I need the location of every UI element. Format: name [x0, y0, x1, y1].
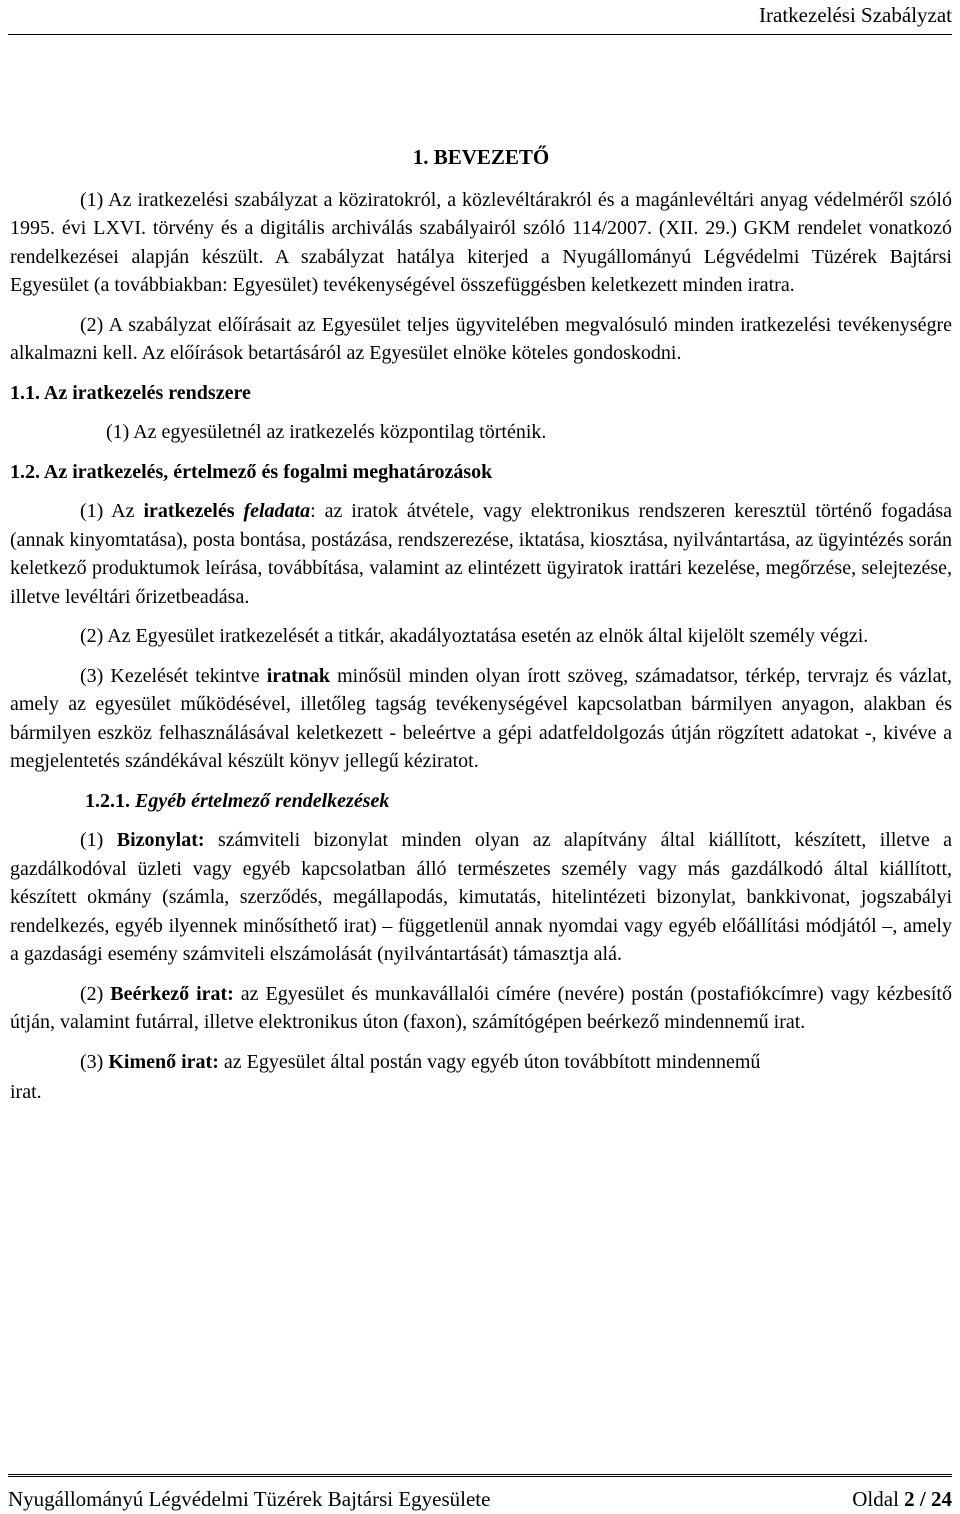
paragraph-1-2-1-3: (3) Kimenő irat: az Egyesület által postán vagy egyéb úton továbbított mindennemű: [80, 1050, 761, 1073]
page-separator: /: [914, 1487, 931, 1511]
paragraph-1-2-1-1: (1) Bizonylat: számviteli bizonylat minden olyan az alapítvány által kiállított, készített, illetve a gazdálkodóval üzleti vagy egyéb kapcsolatban álló természetes személy vagy más gazdálkodó által kiállított, készített okmány (számla, szerződés, megállapodás, kimutatás, hitelintézeti bizonylat, bankkivonat, jogszabályi rendelkezés, egyéb ilyennek minősíthető irat) – függetlenül annak nyomdai vagy egyéb előállítási módjától –, amely a gazdasági esemény számviteli elszámolását (nyilvántartását) támasztja alá.: [10, 829, 952, 965]
term-kimeno-irat: Kimenő irat:: [108, 1050, 219, 1073]
footer-divider: [8, 1474, 952, 1479]
paragraph-1-2-1-2: (2) Beérkező irat: az Egyesület és munkavállalói címére (nevére) postán (postafiókcímre) vagy kézbesítő útján, valamint futárral, illetve elektronikus úton (faxon), számítógépen beérkező mindennemű irat.: [10, 982, 952, 1033]
section-heading-1-2-1: 1.2.1. Egyéb értelmező rendelkezések: [85, 789, 390, 812]
term-bizonylat: Bizonylat:: [116, 829, 205, 851]
section-heading-bevezeto: 1. BEVEZETŐ: [412, 145, 550, 169]
header-title: Iratkezelési Szabályzat: [759, 3, 952, 27]
section-heading-1-2: 1.2. Az iratkezelés, értelmező és fogalmi meghatározások: [10, 460, 493, 483]
term-iratnak: iratnak: [266, 664, 331, 687]
document-body: [10, 130, 952, 1107]
term-beerkezo-irat: Beérkező irat:: [110, 982, 234, 1005]
header-divider: [8, 34, 952, 35]
paragraph-1-2: (2) A szabályzat előírásait az Egyesület teljes ügyvitelében megvalósuló minden iratkezelési tevékenységre alkalmazni kell. Az előírások betartásáról az Egyesület elnöke köteles gondoskodni.: [10, 313, 952, 364]
paragraph-1-2-2: (2) Az Egyesület iratkezelését a titkár, akadályoztatása esetén az elnök által kijelölt személy végzi.: [80, 625, 869, 647]
page-header: [0, 2, 952, 28]
paragraph-1-2-3: (3) Kezelését tekintve iratnak minősül minden olyan írott szöveg, számadatsor, térkép, tervrajz és vázlat, amely az egyesület működésével, illetőleg tagság tevékenységével kapcsolatban bármilyen anyagon, alakban és bármilyen eszköz felhasználásával keletkezett - beleértve a gépi adatfeldolgozás útján rögzített adatokat -, kivéve a megjelentetés szándékával készült könyv jellegű kéziratot.: [10, 664, 953, 772]
paragraph-1-2-1-3-tail: irat.: [10, 1081, 42, 1103]
paragraph-1-2-1: (1) Az iratkezelés feladata: az iratok átvétele, vagy elektronikus rendszeren keresztül történő fogadása (annak kinyomtatása), posta bontása, postázása, rendszerezése, iktatása, kiosztása, nyilvántartása, az ügyintézés során keletkező produktumok leírása, továbbítása, valamint az elintézett ügyiratok irattári kezelése, megőrzése, selejtezése, illetve levéltári őrizetbeadása.: [10, 500, 952, 608]
section-heading-1-1: 1.1. Az iratkezelés rendszere: [10, 381, 251, 404]
paragraph-1-1-1: (1) Az egyesületnél az iratkezelés központilag történik.: [106, 421, 547, 443]
paragraph-1-1: (1) Az iratkezelési szabályzat a köziratokról, a közlevéltárakról és a magánlevéltári anyag védelméről szóló 1995. évi LXVI. törvény és a digitális archiválás szabályairól szóló 114/2007. (XII. 29.) GKM rendelet vonatkozó rendelkezései alapján készült. A szabályzat hatálya kiterjed a Nyugállományú Légvédelmi Tüzérek Bajtársi Egyesület (a továbbiakban: Egyesület) tevékenységével összefüggésben keletkezett minden iratra.: [10, 188, 952, 296]
term-iratkezeles: iratkezelés: [143, 500, 235, 522]
footer-organization: Nyugállományú Légvédelmi Tüzérek Bajtársi Egyesülete: [8, 1487, 491, 1511]
page-current: 2: [904, 1487, 915, 1511]
page-total: 24: [931, 1487, 952, 1511]
term-feladata: feladata: [234, 500, 311, 522]
page-number: Oldal 2 / 24: [852, 1487, 952, 1511]
